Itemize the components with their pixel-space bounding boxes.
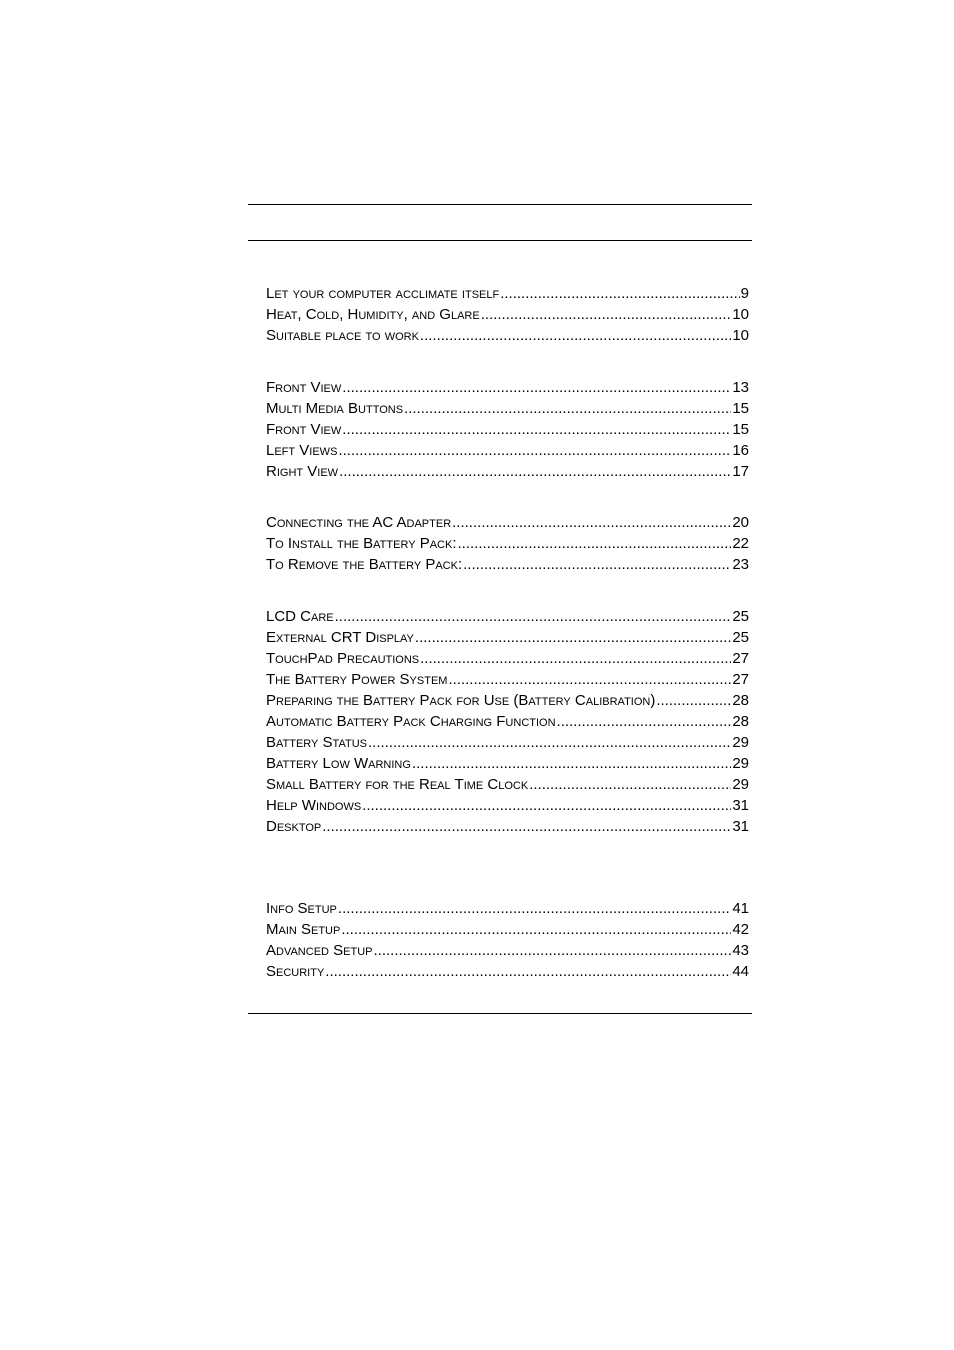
toc-leader (415, 627, 731, 648)
bottom-rule (248, 1013, 752, 1014)
toc-entry-title: Security (266, 963, 325, 980)
toc-leader (342, 377, 731, 398)
toc-entry-page: 10 (732, 306, 749, 323)
toc-entry[interactable] (266, 795, 749, 816)
toc-entry-page: 27 (732, 671, 749, 688)
toc-entry-page: 28 (732, 713, 749, 730)
toc-entry-page: 29 (732, 776, 749, 793)
toc-entry[interactable] (266, 711, 749, 732)
toc-entry[interactable] (266, 774, 749, 795)
toc-entry[interactable] (266, 533, 749, 554)
toc-entry[interactable] (266, 325, 749, 346)
toc-entry[interactable] (266, 461, 749, 482)
toc-entry[interactable] (266, 627, 749, 648)
toc-entry[interactable] (266, 554, 749, 575)
toc-entry[interactable] (266, 606, 749, 627)
toc-entry[interactable] (266, 283, 749, 304)
toc-entry-page: 10 (732, 327, 749, 344)
toc-entry[interactable] (266, 732, 749, 753)
toc-entry-page: 16 (732, 442, 749, 459)
toc-leader (500, 283, 739, 304)
toc-entry-title: TouchPad Precautions (266, 650, 420, 667)
toc-leader (341, 919, 731, 940)
toc-entry[interactable] (266, 419, 749, 440)
toc-entry-title: Info Setup (266, 900, 337, 917)
toc-entry-page: 23 (732, 556, 749, 573)
toc-entry-title: To Remove the Battery Pack: (266, 556, 463, 573)
toc-leader (322, 816, 731, 837)
toc-entry-page: 31 (732, 797, 749, 814)
toc-leader (448, 669, 731, 690)
toc-entry[interactable] (266, 816, 749, 837)
toc-entry-title: Let your computer acclimate itself (266, 285, 500, 302)
toc-entry-page: 15 (732, 421, 749, 438)
toc-entry[interactable] (266, 398, 749, 419)
toc-entry[interactable] (266, 753, 749, 774)
toc-entry-page: 29 (732, 734, 749, 751)
toc-entry[interactable] (266, 440, 749, 461)
toc-entry[interactable] (266, 961, 749, 982)
toc-entry[interactable] (266, 690, 749, 711)
toc-section-3 (266, 512, 749, 575)
toc-entry-title: Multi Media Buttons (266, 400, 404, 417)
toc-entry[interactable] (266, 940, 749, 961)
toc-entry-title: Front View (266, 421, 342, 438)
toc-leader (463, 554, 731, 575)
toc-section-5 (266, 898, 749, 982)
toc-entry-title: Advanced Setup (266, 942, 373, 959)
toc-leader (420, 325, 731, 346)
toc-entry[interactable] (266, 919, 749, 940)
toc-entry-page: 42 (732, 921, 749, 938)
toc-section-1 (266, 283, 749, 346)
toc-entry-page: 28 (732, 692, 749, 709)
toc-entry-page: 17 (732, 463, 749, 480)
toc-entry-title: Automatic Battery Pack Charging Function (266, 713, 556, 730)
toc-leader (342, 419, 731, 440)
toc-entry-page: 31 (732, 818, 749, 835)
toc-leader (362, 795, 731, 816)
toc-entry-title: Preparing the Battery Pack for Use (Battery Calibration) (266, 692, 656, 709)
toc-entry-title: Connecting the AC Adapter (266, 514, 452, 531)
toc-leader (335, 606, 732, 627)
toc-leader (557, 711, 732, 732)
toc-entry-title: Battery Status (266, 734, 367, 751)
toc-entry-title: Main Setup (266, 921, 341, 938)
toc-entry-title: Help Windows (266, 797, 362, 814)
toc-leader (338, 898, 731, 919)
toc-entry-page: 25 (732, 608, 749, 625)
toc-leader (420, 648, 731, 669)
toc-entry-title: Heat, Cold, Humidity, and Glare (266, 306, 480, 323)
toc-entry-page: 22 (732, 535, 749, 552)
toc-entry-title: Suitable place to work (266, 327, 419, 344)
toc-entry-title: Right View (266, 463, 339, 480)
toc-entry-title: Small Battery for the Real Time Clock (266, 776, 529, 793)
toc-leader (373, 940, 731, 961)
toc-entry-title: Desktop (266, 818, 322, 835)
toc-section-2 (266, 377, 749, 482)
toc-leader (452, 512, 731, 533)
toc-leader (656, 690, 731, 711)
toc-leader (458, 533, 732, 554)
toc-entry[interactable] (266, 512, 749, 533)
toc-entry-title: To Install the Battery Pack: (266, 535, 457, 552)
toc-leader (325, 961, 731, 982)
top-rule (248, 204, 752, 205)
toc-entry-page: 43 (732, 942, 749, 959)
toc-entry-title: Battery Low Warning (266, 755, 411, 772)
toc-leader (339, 461, 731, 482)
toc-entry-page: 9 (740, 285, 749, 302)
toc-entry[interactable] (266, 648, 749, 669)
toc-entry-page: 29 (732, 755, 749, 772)
toc-entry[interactable] (266, 377, 749, 398)
toc-entry-title: External CRT Display (266, 629, 414, 646)
toc-entry-page: 44 (732, 963, 749, 980)
toc-leader (481, 304, 732, 325)
toc-entry-page: 13 (732, 379, 749, 396)
toc-leader (412, 753, 731, 774)
toc-entry-page: 27 (732, 650, 749, 667)
toc-entry-title: Left Views (266, 442, 338, 459)
toc-entry-title: LCD Care (266, 608, 334, 625)
second-rule (248, 240, 752, 241)
toc-entry[interactable] (266, 304, 749, 325)
toc-entry-title: The Battery Power System (266, 671, 448, 688)
toc-entry[interactable] (266, 669, 749, 690)
toc-entry-page: 20 (732, 514, 749, 531)
toc-leader (529, 774, 731, 795)
toc-section-4 (266, 606, 749, 837)
toc-entry-title: Front View (266, 379, 342, 396)
toc-leader (368, 732, 731, 753)
toc-leader (404, 398, 731, 419)
toc-entry-page: 15 (732, 400, 749, 417)
toc-entry-page: 41 (732, 900, 749, 917)
toc-entry-page: 25 (732, 629, 749, 646)
toc-leader (338, 440, 731, 461)
toc-entry[interactable] (266, 898, 749, 919)
